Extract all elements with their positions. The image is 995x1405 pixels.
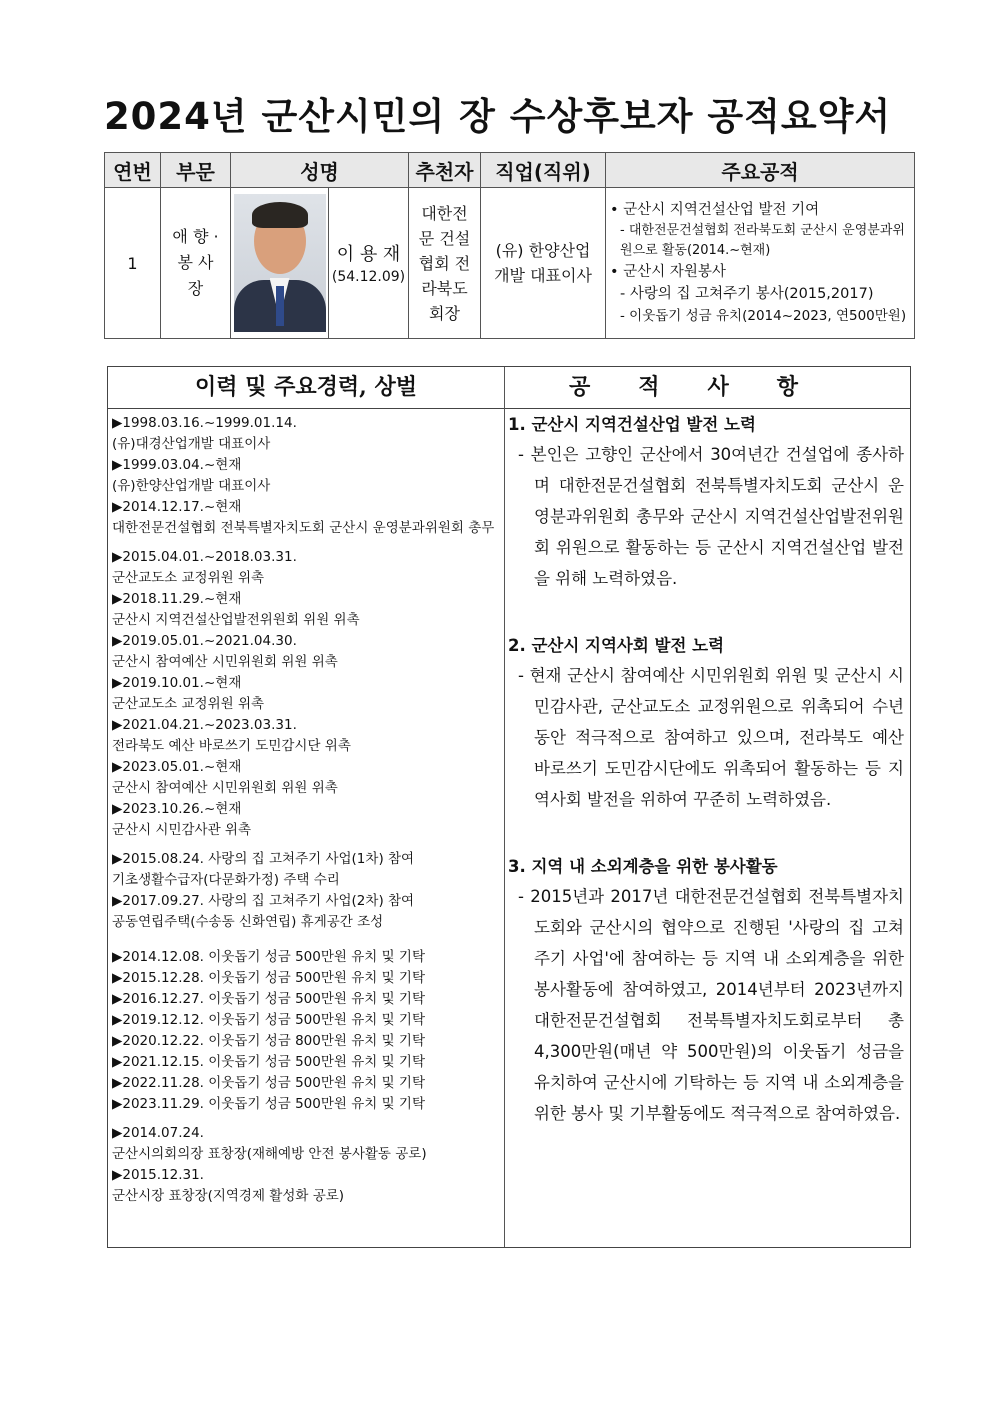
header-merits: 주요공적 bbox=[606, 153, 915, 188]
history-line: ▶2015.08.24. 사랑의 집 고쳐주기 사업(1차) 참여 bbox=[112, 851, 415, 867]
history-line: (유)한양산업개발 대표이사 bbox=[112, 478, 271, 494]
cell-no: 1 bbox=[105, 188, 161, 339]
achievement-body: - 본인은 고향인 군산에서 30여년간 건설업에 종사하며 대한전문건설협회 전북특별자치도회 군산시 운영분과위원회 총무와 군산시 지역건설산업발전위원회 위원으로 활동하는 등 군산시 지역건설산업 발전을 위해 노력하였음. bbox=[518, 445, 904, 588]
history-line: ▶2015.04.01.~2018.03.31. bbox=[112, 549, 297, 565]
history-line: ▶2019.10.01.~현재 bbox=[112, 675, 242, 691]
history-line: 기초생활수급자(다문화가정) 주택 수리 bbox=[112, 872, 340, 888]
header-recommender: 추천자 bbox=[409, 153, 481, 188]
achievements-header: 공적사항 bbox=[505, 367, 910, 409]
cell-merits bbox=[606, 188, 915, 339]
achievement-body: - 현재 군산시 참여예산 시민위원회 위원 및 군산시 시민감사관, 군산교도소 교정위원으로 위촉되어 수년동안 적극적으로 참여하고 있으며, 전라북도 예산 바로쓰기 도민감시단에도 위촉되어 활동하는 등 지역사회 발전을 위하여 꾸준히 노력하였음. bbox=[518, 666, 904, 809]
history-group bbox=[112, 413, 500, 539]
history-line: ▶2023.11.29. 이웃돕기 성금 500만원 유치 및 기탁 bbox=[112, 1096, 426, 1112]
merit-item: • 군산시 자원봉사 bbox=[610, 264, 726, 280]
history-line: ▶2017.09.27. 사랑의 집 고쳐주기 사업(2차) 참여 bbox=[112, 893, 415, 909]
history-line: ▶2014.12.17.~현재 bbox=[112, 499, 242, 515]
history-line: 전라북도 예산 바로쓰기 도민감시단 위촉 bbox=[112, 738, 351, 754]
details-box bbox=[107, 366, 911, 1248]
column-divider bbox=[504, 367, 505, 1247]
history-line: 군산시 지역건설산업발전위원회 위원 위촉 bbox=[112, 612, 360, 628]
history-line: ▶2022.11.28. 이웃돕기 성금 500만원 유치 및 기탁 bbox=[112, 1075, 426, 1091]
cell-name bbox=[329, 188, 409, 339]
history-header: 이력 및 주요경력, 상벌 bbox=[108, 367, 504, 409]
achievement-title: 2. 군산시 지역사회 발전 노력 bbox=[508, 636, 725, 655]
history-line: 군산교도소 교정위원 위촉 bbox=[112, 570, 265, 586]
history-line: 대한전문건설협회 전북특별자치도회 군산시 운영분과위원회 총무 bbox=[112, 520, 495, 536]
history-line: 군산시장 표창장(지역경제 활성화 공로) bbox=[112, 1188, 345, 1204]
achievements-list bbox=[508, 411, 904, 1129]
summary-data-row bbox=[105, 188, 915, 339]
history-line: 군산교도소 교정위원 위촉 bbox=[112, 696, 265, 712]
merit-item: - 이웃돕기 성금 유치(2014~2023, 연500만원) bbox=[620, 308, 907, 324]
merit-item: - 사랑의 집 고쳐주기 봉사(2015,2017) bbox=[620, 286, 874, 302]
achievement-section bbox=[508, 411, 904, 594]
history-line: ▶2019.05.01.~2021.04.30. bbox=[112, 633, 297, 649]
history-line: 공동연립주택(수송동 신화연립) 휴게공간 조성 bbox=[112, 914, 384, 930]
achievement-section bbox=[508, 632, 904, 815]
history-list bbox=[112, 413, 500, 1207]
recommender-text: 대한전문 건설협회 전라북도 회장 bbox=[418, 203, 471, 323]
history-line: ▶2014.07.24. bbox=[112, 1125, 204, 1141]
history-line: ▶2023.05.01.~현재 bbox=[112, 759, 242, 775]
header-category: 부문 bbox=[161, 153, 231, 188]
cell-occupation bbox=[481, 188, 606, 339]
candidate-name: 이 용 재 bbox=[336, 244, 401, 265]
candidate-photo bbox=[234, 194, 326, 332]
header-occupation: 직업(직위) bbox=[481, 153, 606, 188]
header-name: 성명 bbox=[231, 153, 409, 188]
history-line: ▶2021.12.15. 이웃돕기 성금 500만원 유치 및 기탁 bbox=[112, 1054, 426, 1070]
history-line: ▶2019.12.12. 이웃돕기 성금 500만원 유치 및 기탁 bbox=[112, 1012, 426, 1028]
history-line: 군산시 시민감사관 위촉 bbox=[112, 822, 251, 838]
history-group bbox=[112, 849, 500, 933]
history-line: 군산시의회의장 표창장(재해예방 안전 봉사활동 공로) bbox=[112, 1146, 427, 1162]
achievement-body: - 2015년과 2017년 대한전문건설협회 전북특별자치도회와 군산시의 협약으로 진행된 '사랑의 집 고쳐주기 사업'에 참여하는 등 지역 내 소외계층을 위한 봉사활동에 참여하였고, 2014년부터 2023년까지 대한전문건설협회 전북특별자치도회로부터 총 4,300만원(매년 약 500만원)의 이웃돕기 성금을 유치하여 군산시에 기탁하는 등 지역 내 소외계층을 위한 봉사 및 기부활동에도 적극적으로 참여하였음. bbox=[518, 887, 904, 1123]
achievement-title: 1. 군산시 지역건설산업 발전 노력 bbox=[508, 415, 756, 434]
candidate-birth: (54.12.09) bbox=[331, 269, 406, 285]
cell-category bbox=[161, 188, 231, 339]
history-group bbox=[112, 947, 500, 1115]
history-line: ▶2021.04.21.~2023.03.31. bbox=[112, 717, 297, 733]
history-line: ▶2020.12.22. 이웃돕기 성금 800만원 유치 및 기탁 bbox=[112, 1033, 426, 1049]
history-line: 군산시 참여예산 시민위원회 위원 위촉 bbox=[112, 654, 338, 670]
history-line: ▶2023.10.26.~현재 bbox=[112, 801, 242, 817]
history-line: 군산시 참여예산 시민위원회 위원 위촉 bbox=[112, 780, 338, 796]
merit-item: • 군산시 지역건설산업 발전 기여 bbox=[610, 202, 820, 218]
history-line: ▶2018.11.29.~현재 bbox=[112, 591, 242, 607]
history-line: (유)대경산업개발 대표이사 bbox=[112, 436, 271, 452]
history-line: ▶1998.03.16.~1999.01.14. bbox=[112, 415, 297, 431]
history-line: ▶1999.03.04.~현재 bbox=[112, 457, 242, 473]
header-no: 연번 bbox=[105, 153, 161, 188]
cell-photo bbox=[231, 188, 329, 339]
occupation-text: (유) 한양산업개발 대표이사 bbox=[494, 241, 592, 285]
history-group bbox=[112, 547, 500, 841]
history-line: ▶2014.12.08. 이웃돕기 성금 500만원 유치 및 기탁 bbox=[112, 949, 426, 965]
summary-table bbox=[104, 152, 915, 339]
merit-item: - 대한전문건설협회 전라북도회 군산시 운영분과위원으로 활동(2014.~현재) bbox=[620, 223, 905, 258]
history-line: ▶2015.12.28. 이웃돕기 성금 500만원 유치 및 기탁 bbox=[112, 970, 426, 986]
document-title: 2024년 군산시민의 장 수상후보자 공적요약서 bbox=[103, 95, 892, 138]
achievement-title: 3. 지역 내 소외계층을 위한 봉사활동 bbox=[508, 857, 778, 876]
history-group bbox=[112, 1123, 500, 1207]
history-line: ▶2016.12.27. 이웃돕기 성금 500만원 유치 및 기탁 bbox=[112, 991, 426, 1007]
history-line: ▶2015.12.31. bbox=[112, 1167, 204, 1183]
summary-header-row bbox=[105, 153, 915, 188]
achievement-section bbox=[508, 853, 904, 1129]
cell-recommender bbox=[409, 188, 481, 339]
category-text: 애 향 · 봉 사 장 bbox=[172, 227, 219, 298]
